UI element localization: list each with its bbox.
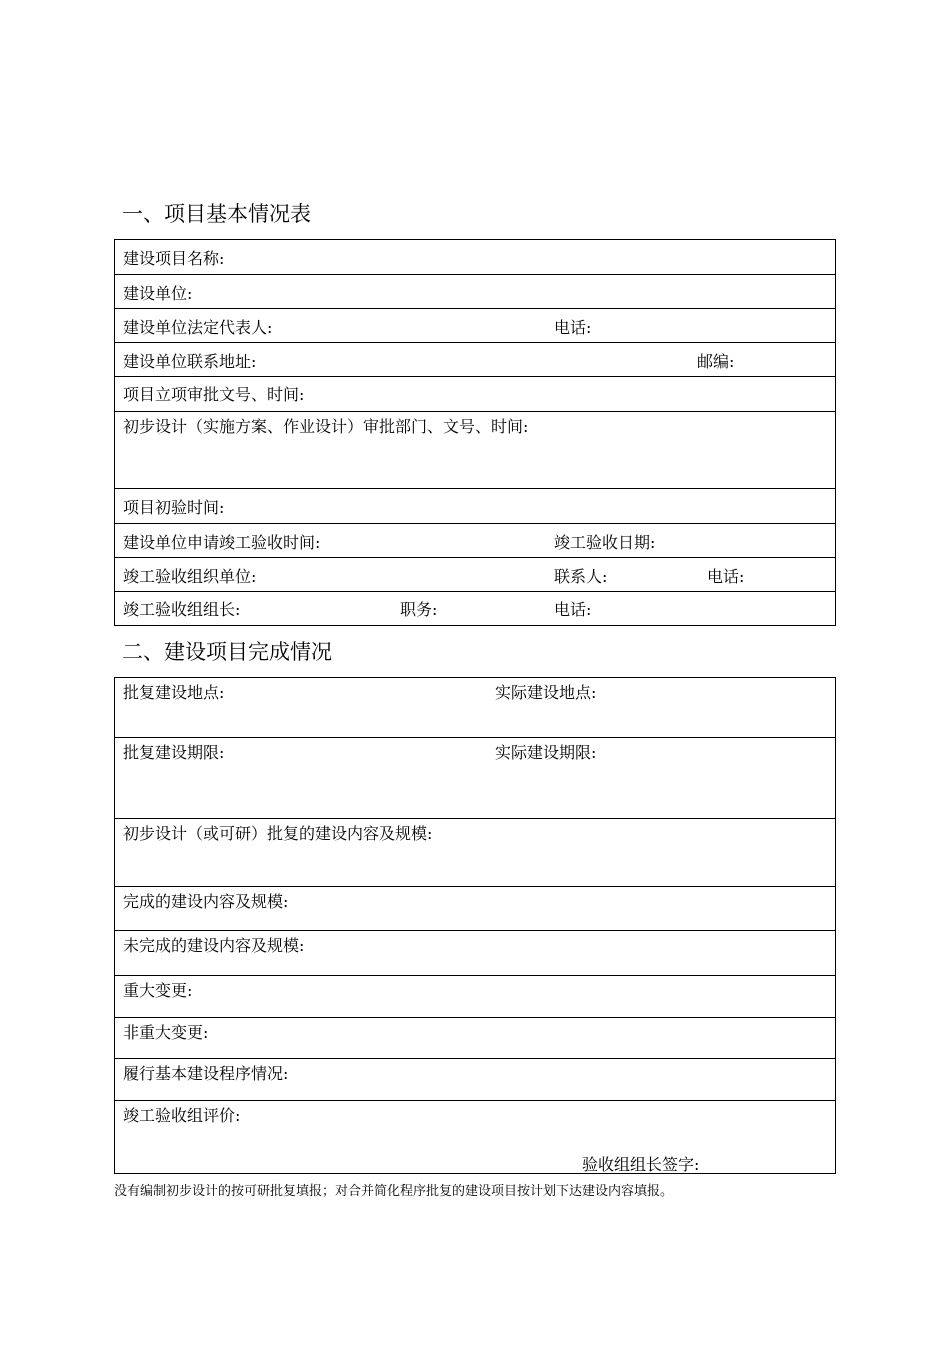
post-label: 职务: xyxy=(400,600,438,619)
completed-content-label: 完成的建设内容及规模: xyxy=(123,892,289,911)
table-row xyxy=(115,1059,835,1101)
approved-content-label: 初步设计（或可研）批复的建设内容及规模: xyxy=(123,824,433,843)
acceptance-date-label: 竣工验收日期: xyxy=(554,533,656,552)
uncompleted-content-label: 未完成的建设内容及规模: xyxy=(123,936,305,955)
initial-inspection-label: 项目初验时间: xyxy=(123,498,225,517)
preliminary-design-label: 初步设计（实施方案、作业设计）审批部门、文号、时间: xyxy=(123,417,529,436)
contact-address-label: 建设单位联系地址: xyxy=(123,352,257,371)
table-row xyxy=(115,377,835,412)
major-change-label: 重大变更: xyxy=(123,981,193,1000)
section1-heading: 一、项目基本情况表 xyxy=(122,202,311,226)
minor-change-label: 非重大变更: xyxy=(123,1023,209,1042)
signature-label: 验收组组长签字: xyxy=(582,1155,700,1174)
table-row xyxy=(115,558,835,592)
builder-unit-label: 建设单位: xyxy=(123,284,193,303)
actual-period-label: 实际建设期限: xyxy=(495,743,597,762)
table-row xyxy=(115,887,835,931)
phone-label: 电话: xyxy=(554,318,592,337)
table-row xyxy=(115,524,835,558)
contact-person-label: 联系人: xyxy=(554,567,608,586)
phone-label: 电话: xyxy=(554,600,592,619)
procedure-status-label: 履行基本建设程序情况: xyxy=(123,1064,289,1083)
footnote: 没有编制初步设计的按可研批复填报；对合并简化程序批复的建设项目按计划下达建设内容填报。 xyxy=(114,1184,674,1199)
table-row xyxy=(115,412,835,489)
group-leader-label: 竣工验收组组长: xyxy=(123,600,241,619)
section2-heading: 二、建设项目完成情况 xyxy=(122,640,332,664)
evaluation-label: 竣工验收组评价: xyxy=(123,1106,241,1125)
legal-rep-label: 建设单位法定代表人: xyxy=(123,318,273,337)
organizing-unit-label: 竣工验收组织单位: xyxy=(123,567,257,586)
application-time-label: 建设单位申请竣工验收时间: xyxy=(123,533,321,552)
table-row xyxy=(115,592,835,625)
table-row xyxy=(115,738,835,819)
project-name-label: 建设项目名称: xyxy=(123,249,225,268)
table-row xyxy=(115,1101,835,1173)
approved-location-label: 批复建设地点: xyxy=(123,683,225,702)
table-row xyxy=(115,343,835,377)
table-row xyxy=(115,1018,835,1059)
approved-period-label: 批复建设期限: xyxy=(123,743,225,762)
postcode-label: 邮编: xyxy=(697,352,735,371)
table-row xyxy=(115,678,835,738)
table-row xyxy=(115,240,835,275)
table-row xyxy=(115,931,835,976)
table-row xyxy=(115,275,835,309)
project-basic-info-table xyxy=(114,239,836,626)
phone-label: 电话: xyxy=(707,567,745,586)
table-row xyxy=(115,309,835,343)
completion-status-table xyxy=(114,677,836,1174)
actual-location-label: 实际建设地点: xyxy=(495,683,597,702)
table-row xyxy=(115,489,835,524)
table-row xyxy=(115,819,835,887)
table-row xyxy=(115,976,835,1018)
approval-number-label: 项目立项审批文号、时间: xyxy=(123,385,305,404)
